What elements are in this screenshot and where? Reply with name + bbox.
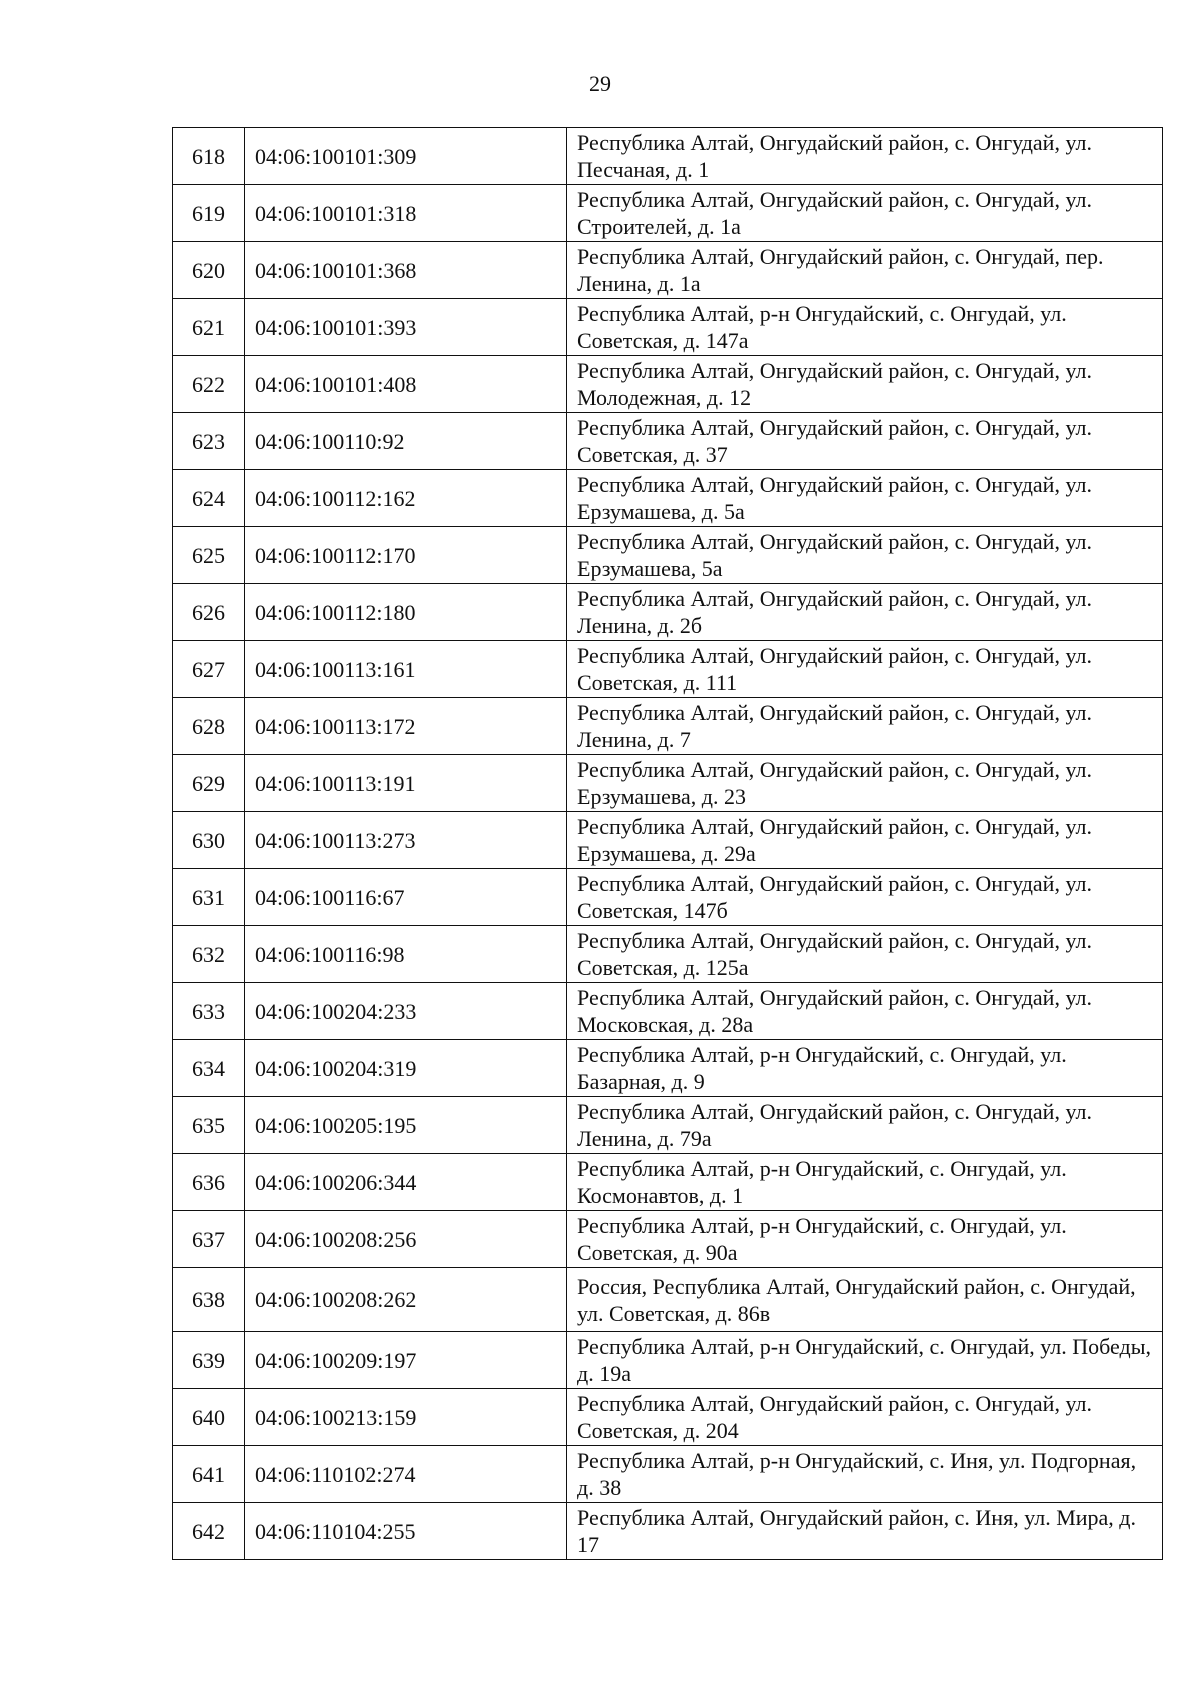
table-row xyxy=(173,242,1163,299)
address: Республика Алтай, р-н Онгудайский, с. Онгудай, ул. Советская, д. 90а xyxy=(567,1211,1163,1268)
address: Республика Алтай, р-н Онгудайский, с. Онгудай, ул. Базарная, д. 9 xyxy=(567,1040,1163,1097)
address: Республика Алтай, Онгудайский район, с. Иня, ул. Мира, д. 17 xyxy=(567,1503,1163,1560)
cadastral-number: 04:06:110104:255 xyxy=(245,1503,567,1560)
cadastral-number: 04:06:100204:319 xyxy=(245,1040,567,1097)
address: Республика Алтай, Онгудайский район, с. Онгудай, ул. Советская, д. 37 xyxy=(567,413,1163,470)
row-number: 631 xyxy=(173,869,245,926)
table-row xyxy=(173,869,1163,926)
cadastral-number: 04:06:100208:262 xyxy=(245,1268,567,1332)
table-row xyxy=(173,128,1163,185)
table-row xyxy=(173,1211,1163,1268)
cadastral-number: 04:06:100113:161 xyxy=(245,641,567,698)
address: Россия, Республика Алтай, Онгудайский район, с. Онгудай, ул. Советская, д. 86в xyxy=(567,1268,1163,1332)
address: Республика Алтай, Онгудайский район, с. Онгудай, ул. Московская, д. 28а xyxy=(567,983,1163,1040)
row-number: 626 xyxy=(173,584,245,641)
table-row xyxy=(173,299,1163,356)
address: Республика Алтай, р-н Онгудайский, с. Иня, ул. Подгорная, д. 38 xyxy=(567,1446,1163,1503)
address: Республика Алтай, р-н Онгудайский, с. Онгудай, ул. Советская, д. 147а xyxy=(567,299,1163,356)
row-number: 621 xyxy=(173,299,245,356)
row-number: 639 xyxy=(173,1332,245,1389)
address: Республика Алтай, Онгудайский район, с. Онгудай, ул. Советская, д. 125а xyxy=(567,926,1163,983)
row-number: 640 xyxy=(173,1389,245,1446)
table-row xyxy=(173,527,1163,584)
cadastral-number: 04:06:100113:172 xyxy=(245,698,567,755)
address: Республика Алтай, Онгудайский район, с. Онгудай, ул. Ерзумашева, д. 23 xyxy=(567,755,1163,812)
table-row xyxy=(173,641,1163,698)
row-number: 628 xyxy=(173,698,245,755)
cadastral-number: 04:06:100101:393 xyxy=(245,299,567,356)
row-number: 637 xyxy=(173,1211,245,1268)
row-number: 630 xyxy=(173,812,245,869)
address: Республика Алтай, Онгудайский район, с. Онгудай, ул. Советская, 147б xyxy=(567,869,1163,926)
table-row xyxy=(173,755,1163,812)
page-number: 29 xyxy=(589,71,611,96)
address: Республика Алтай, Онгудайский район, с. Онгудай, ул. Строителей, д. 1а xyxy=(567,185,1163,242)
table-row xyxy=(173,1446,1163,1503)
cadastral-number: 04:06:100213:159 xyxy=(245,1389,567,1446)
address: Республика Алтай, р-н Онгудайский, с. Онгудай, ул. Победы, д. 19а xyxy=(567,1332,1163,1389)
address: Республика Алтай, Онгудайский район, с. Онгудай, ул. Ленина, д. 79а xyxy=(567,1097,1163,1154)
address: Республика Алтай, Онгудайский район, с. Онгудай, ул. Ерзумашева, д. 29а xyxy=(567,812,1163,869)
table-row xyxy=(173,470,1163,527)
row-number: 623 xyxy=(173,413,245,470)
row-number: 618 xyxy=(173,128,245,185)
row-number: 622 xyxy=(173,356,245,413)
row-number: 627 xyxy=(173,641,245,698)
row-number: 635 xyxy=(173,1097,245,1154)
cadastral-number: 04:06:100112:170 xyxy=(245,527,567,584)
cadastral-number: 04:06:100116:98 xyxy=(245,926,567,983)
address: Республика Алтай, Онгудайский район, с. Онгудай, ул. Ерзумашева, д. 5а xyxy=(567,470,1163,527)
table-row xyxy=(173,356,1163,413)
cadastral-number: 04:06:100112:180 xyxy=(245,584,567,641)
cadastral-number: 04:06:100113:191 xyxy=(245,755,567,812)
address: Республика Алтай, Онгудайский район, с. Онгудай, ул. Ерзумашева, 5а xyxy=(567,527,1163,584)
table-row xyxy=(173,926,1163,983)
table-row xyxy=(173,698,1163,755)
row-number: 633 xyxy=(173,983,245,1040)
address: Республика Алтай, Онгудайский район, с. Онгудай, пер. Ленина, д. 1а xyxy=(567,242,1163,299)
cadastral-number: 04:06:100208:256 xyxy=(245,1211,567,1268)
table-row xyxy=(173,584,1163,641)
address: Республика Алтай, Онгудайский район, с. Онгудай, ул. Молодежная, д. 12 xyxy=(567,356,1163,413)
table-row xyxy=(173,185,1163,242)
table-row xyxy=(173,812,1163,869)
address: Республика Алтай, Онгудайский район, с. Онгудай, ул. Песчаная, д. 1 xyxy=(567,128,1163,185)
row-number: 620 xyxy=(173,242,245,299)
table-row xyxy=(173,1154,1163,1211)
table-row xyxy=(173,1332,1163,1389)
table-row xyxy=(173,1268,1163,1332)
cadastral-number: 04:06:110102:274 xyxy=(245,1446,567,1503)
row-number: 634 xyxy=(173,1040,245,1097)
cadastral-number: 04:06:100113:273 xyxy=(245,812,567,869)
table-row xyxy=(173,413,1163,470)
cadastral-number: 04:06:100101:309 xyxy=(245,128,567,185)
row-number: 636 xyxy=(173,1154,245,1211)
address: Республика Алтай, Онгудайский район, с. Онгудай, ул. Советская, д. 204 xyxy=(567,1389,1163,1446)
cadastral-number: 04:06:100116:67 xyxy=(245,869,567,926)
cadastral-number: 04:06:100101:368 xyxy=(245,242,567,299)
table-row xyxy=(173,1503,1163,1560)
cadastral-number: 04:06:100204:233 xyxy=(245,983,567,1040)
table-row xyxy=(173,983,1163,1040)
row-number: 629 xyxy=(173,755,245,812)
cadastral-number: 04:06:100205:195 xyxy=(245,1097,567,1154)
row-number: 624 xyxy=(173,470,245,527)
row-number: 632 xyxy=(173,926,245,983)
address: Республика Алтай, р-н Онгудайский, с. Онгудай, ул. Космонавтов, д. 1 xyxy=(567,1154,1163,1211)
address: Республика Алтай, Онгудайский район, с. Онгудай, ул. Ленина, д. 7 xyxy=(567,698,1163,755)
cadastral-number: 04:06:100110:92 xyxy=(245,413,567,470)
cadastral-number: 04:06:100209:197 xyxy=(245,1332,567,1389)
table-row xyxy=(173,1097,1163,1154)
cadastral-number: 04:06:100101:408 xyxy=(245,356,567,413)
cadastral-number: 04:06:100101:318 xyxy=(245,185,567,242)
cadastral-number: 04:06:100206:344 xyxy=(245,1154,567,1211)
registry-table-body xyxy=(173,128,1163,1560)
row-number: 619 xyxy=(173,185,245,242)
row-number: 641 xyxy=(173,1446,245,1503)
table-row xyxy=(173,1389,1163,1446)
address: Республика Алтай, Онгудайский район, с. Онгудай, ул. Ленина, д. 2б xyxy=(567,584,1163,641)
table-row xyxy=(173,1040,1163,1097)
address: Республика Алтай, Онгудайский район, с. Онгудай, ул. Советская, д. 111 xyxy=(567,641,1163,698)
cadastral-number: 04:06:100112:162 xyxy=(245,470,567,527)
row-number: 642 xyxy=(173,1503,245,1560)
registry-table xyxy=(172,127,1163,1560)
row-number: 638 xyxy=(173,1268,245,1332)
row-number: 625 xyxy=(173,527,245,584)
